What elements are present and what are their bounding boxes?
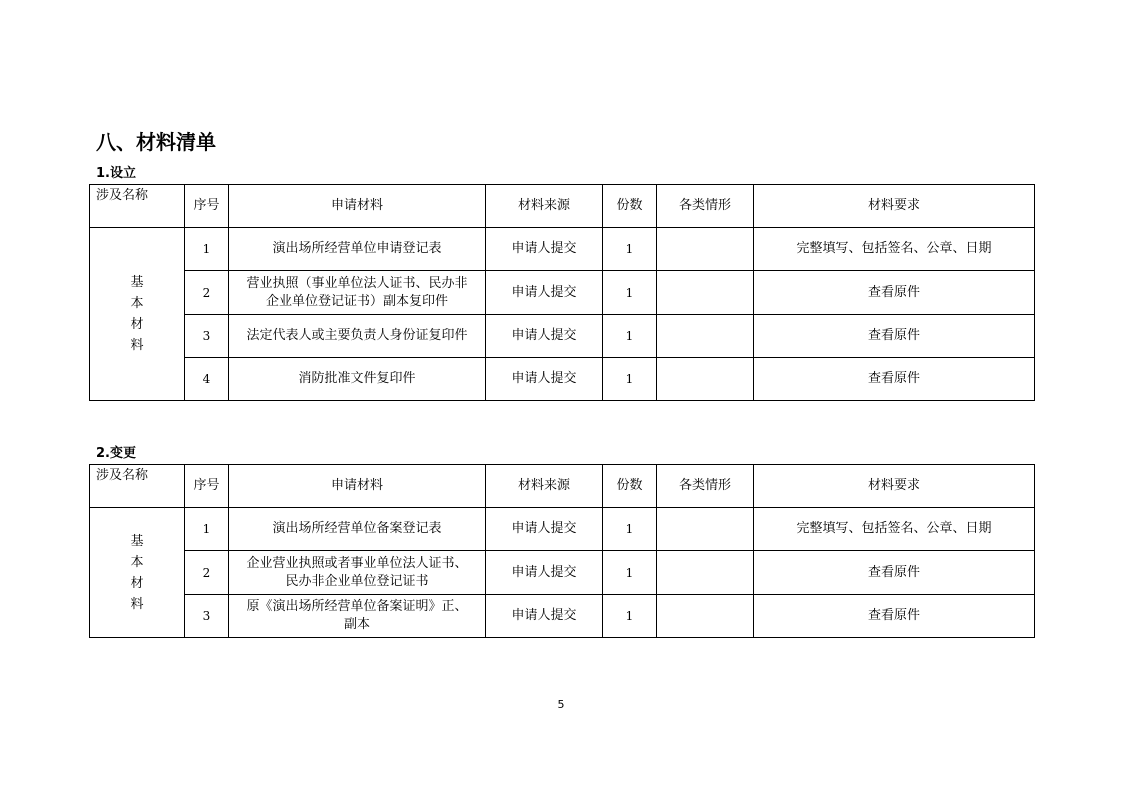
group-label-char: 本 (130, 296, 144, 311)
row-material-line: 民办非企业单位登记证书 (285, 573, 429, 589)
row-requirement: 查看原件 (754, 358, 1035, 401)
table-title-change: 2.变更 (96, 446, 136, 461)
row-source: 申请人提交 (486, 551, 603, 595)
row-requirement: 完整填写、包括签名、公章、日期 (754, 508, 1035, 551)
row-material (229, 595, 486, 638)
table-title-establish: 1.设立 (96, 166, 136, 181)
group-label-basic-materials (90, 228, 185, 401)
row-source: 申请人提交 (486, 228, 603, 271)
row-requirement: 查看原件 (754, 595, 1035, 638)
row-index: 3 (185, 315, 229, 358)
row-material: 演出场所经营单位备案登记表 (229, 508, 486, 551)
row-material-line: 企业单位登记证书）副本复印件 (265, 293, 448, 309)
group-label-char: 基 (130, 275, 144, 290)
row-requirement: 查看原件 (754, 315, 1035, 358)
group-label-char: 料 (130, 596, 144, 612)
row-index: 1 (185, 508, 229, 551)
header-copies: 份数 (603, 185, 657, 228)
row-source: 申请人提交 (486, 271, 603, 315)
header-index: 序号 (185, 465, 229, 508)
header-requirement: 材料要求 (754, 185, 1035, 228)
header-situation: 各类情形 (657, 185, 754, 228)
row-requirement: 查看原件 (754, 271, 1035, 315)
header-copies: 份数 (603, 465, 657, 508)
header-category: 涉及名称 (90, 465, 185, 508)
header-category: 涉及名称 (90, 185, 185, 228)
materials-table-change (89, 464, 1035, 638)
row-source: 申请人提交 (486, 315, 603, 358)
row-situation (657, 508, 754, 551)
row-requirement: 完整填写、包括签名、公章、日期 (754, 228, 1035, 271)
row-source: 申请人提交 (486, 358, 603, 401)
header-material: 申请材料 (229, 185, 486, 228)
section-title: 八、材料清单 (96, 130, 216, 154)
row-index: 3 (185, 595, 229, 638)
header-row (90, 185, 1035, 228)
row-material-line: 营业执照（事业单位法人证书、民办非 (246, 275, 468, 291)
row-index: 2 (185, 551, 229, 595)
group-label-char: 料 (130, 338, 144, 353)
table-row (90, 551, 1035, 595)
row-source: 申请人提交 (486, 508, 603, 551)
row-material-line: 企业营业执照或者事业单位法人证书、 (246, 555, 468, 571)
row-copies: 1 (603, 508, 657, 551)
row-situation (657, 358, 754, 401)
materials-table-establish (89, 184, 1035, 401)
row-source: 申请人提交 (486, 595, 603, 638)
group-label-char: 材 (130, 575, 144, 591)
row-index: 2 (185, 271, 229, 315)
table-row (90, 271, 1035, 315)
row-situation (657, 315, 754, 358)
row-material-line: 副本 (343, 617, 370, 632)
row-requirement: 查看原件 (754, 551, 1035, 595)
row-copies: 1 (603, 315, 657, 358)
header-row (90, 465, 1035, 508)
table-row (90, 508, 1035, 551)
row-copies: 1 (603, 358, 657, 401)
header-source: 材料来源 (486, 465, 603, 508)
table-row (90, 228, 1035, 271)
header-situation: 各类情形 (657, 465, 754, 508)
row-material-line: 原《演出场所经营单位备案证明》正、 (246, 599, 468, 614)
row-situation (657, 551, 754, 595)
row-material (229, 551, 486, 595)
row-copies: 1 (603, 271, 657, 315)
row-situation (657, 595, 754, 638)
row-situation (657, 271, 754, 315)
row-index: 1 (185, 228, 229, 271)
row-copies: 1 (603, 551, 657, 595)
row-material: 消防批准文件复印件 (229, 358, 486, 401)
group-label-char: 基 (130, 533, 144, 549)
row-index: 4 (185, 358, 229, 401)
group-label-basic-materials (90, 508, 185, 638)
row-copies: 1 (603, 228, 657, 271)
page-number: 5 (557, 698, 565, 711)
table-row (90, 315, 1035, 358)
row-material (229, 271, 486, 315)
header-source: 材料来源 (486, 185, 603, 228)
row-material: 演出场所经营单位申请登记表 (229, 228, 486, 271)
table-row (90, 595, 1035, 638)
header-material: 申请材料 (229, 465, 486, 508)
row-copies: 1 (603, 595, 657, 638)
row-situation (657, 228, 754, 271)
table-row (90, 358, 1035, 401)
row-material: 法定代表人或主要负责人身份证复印件 (229, 315, 486, 358)
header-requirement: 材料要求 (754, 465, 1035, 508)
group-label-char: 材 (130, 317, 144, 332)
header-index: 序号 (185, 185, 229, 228)
group-label-char: 本 (130, 554, 144, 570)
